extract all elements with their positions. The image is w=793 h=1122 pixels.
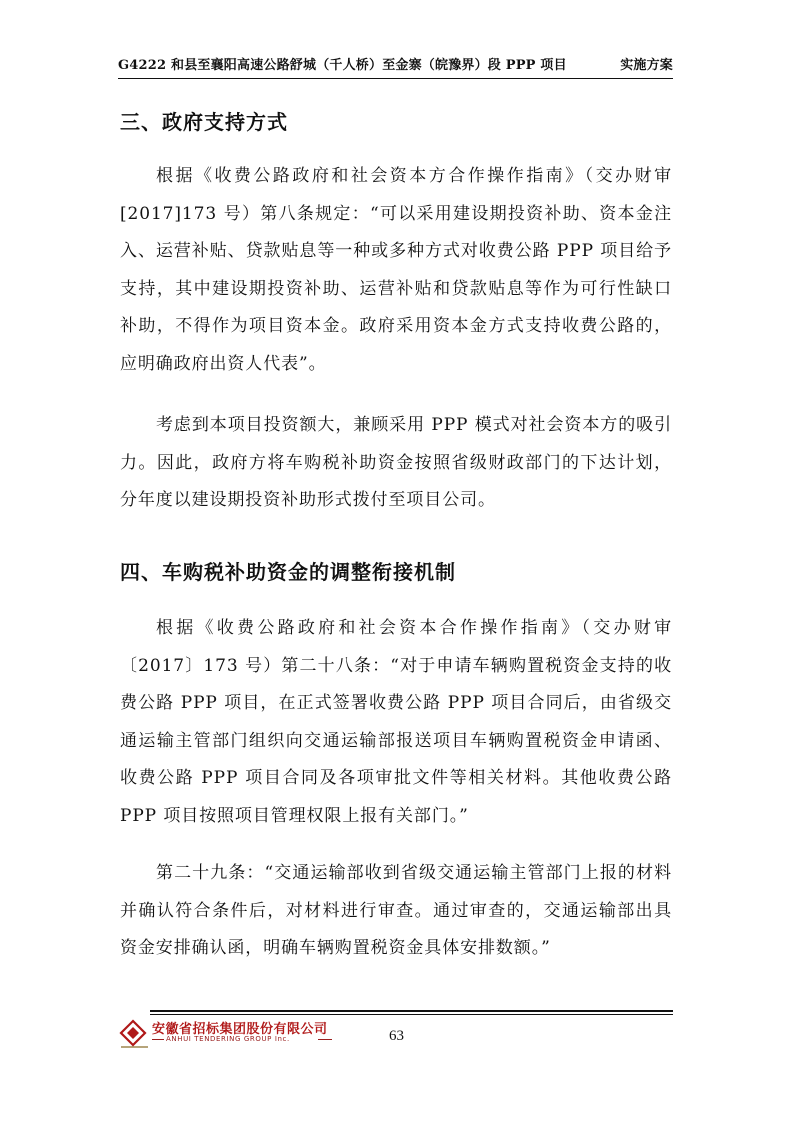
footer-divider <box>150 1014 673 1015</box>
header-doc-type: 实施方案 <box>620 58 673 73</box>
header-title: G4222 和县至襄阳高速公路舒城（千人桥）至金寨（皖豫界）段 PPP 项目 <box>118 58 567 73</box>
header-divider <box>118 78 673 79</box>
company-name: 安徽省招标集团股份有限公司 <box>152 1022 328 1037</box>
body-paragraph: 根据《收费公路政府和社会资本方合作操作指南》（交办财审[2017]173 号）第八条规定：“可以采用建设期投资补助、资本金注入、运营补贴、贷款贴息等一种或多种方式对收费公路 PPP 项目给予支持，其中建设期投资补助、运营补贴和贷款贴息等作为可行性缺口补助，不得作为项目资本金。政府采用资本金方式支持收费公路的，应明确政府出资人代表”。 <box>120 166 672 374</box>
company-name-english: ANHUI TENDERING GROUP Inc. <box>166 1035 290 1043</box>
page-header <box>118 50 673 74</box>
page-number: 63 <box>389 1028 404 1044</box>
body-paragraph: 根据《收费公路政府和社会资本合作操作指南》（交办财审〔2017〕173 号）第二十八条：“对于申请车辆购置税资金支持的收费公路 PPP 项目，在正式签署收费公路 PPP 项目合同后，由省级交通运输主管部门组织向交通运输部报送项目车辆购置税资金申请函、收费公路 PPP 项目合同及各项审批文件等相关材料。其他收费公路 PPP 项目按照项目管理权限上报有关部门。” <box>120 618 672 826</box>
section-heading: 四、车购税补助资金的调整衔接机制 <box>120 560 456 584</box>
footer-divider <box>150 1010 673 1012</box>
body-paragraph: 第二十九条：“交通运输部收到省级交通运输主管部门上报的材料并确认符合条件后，对材料进行审查。通过审查的，交通运输部出具资金安排确认函，明确车辆购置税资金具体安排数额。” <box>120 863 672 958</box>
section-heading: 三、政府支持方式 <box>120 110 288 134</box>
body-paragraph: 考虑到本项目投资额大，兼顾采用 PPP 模式对社会资本方的吸引力。因此，政府方将车购税补助资金按照省级财政部门的下达计划，分年度以建设期投资补助形式拨付至项目公司。 <box>120 415 672 510</box>
